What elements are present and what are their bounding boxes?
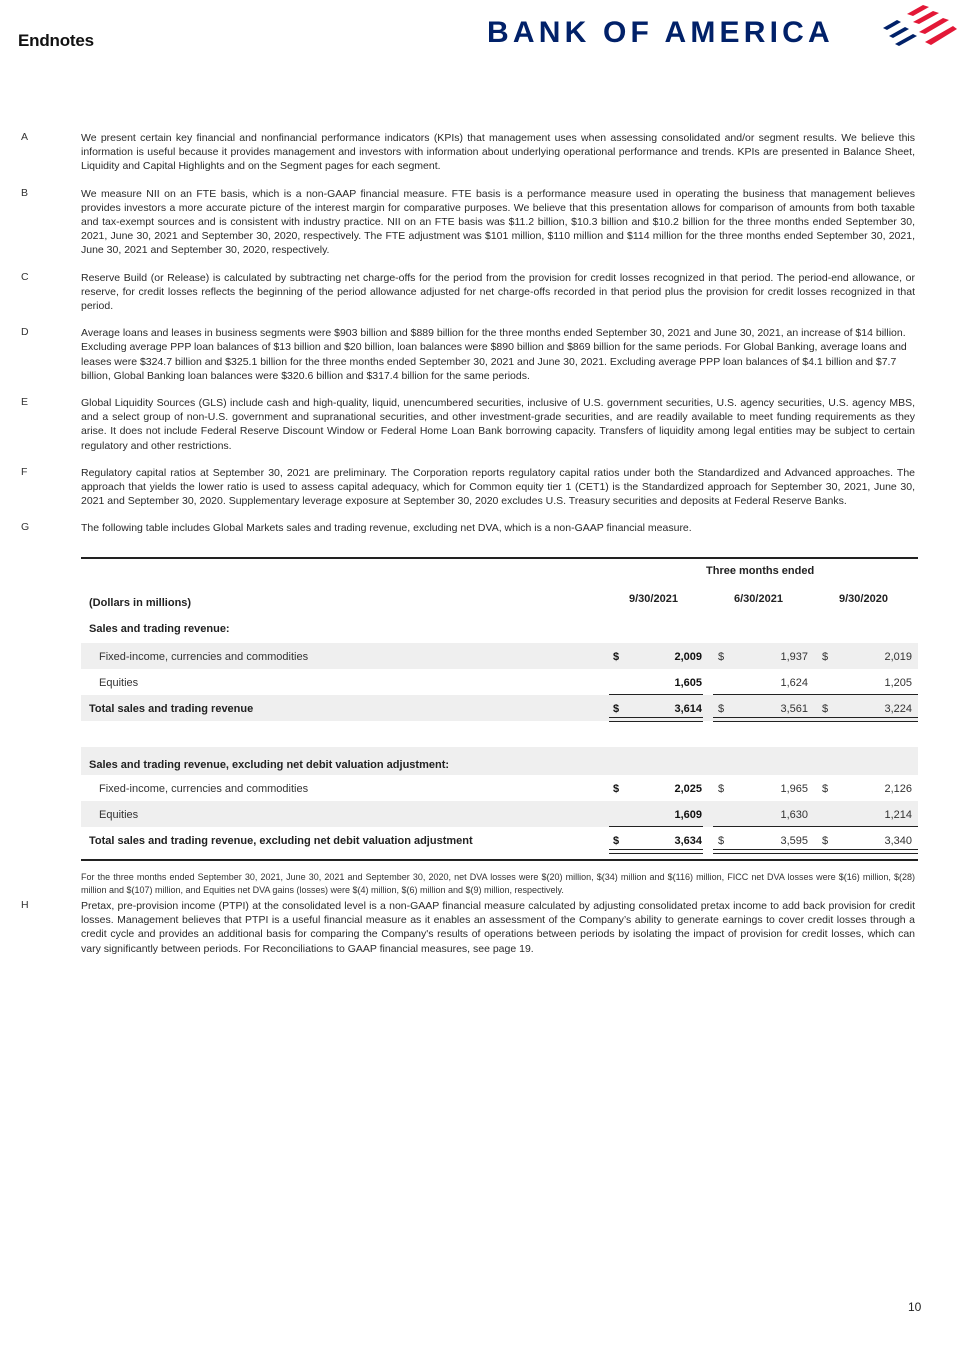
cell-value: 1,624: [780, 677, 808, 689]
cell-value: 3,595: [780, 835, 808, 847]
table-row: [81, 801, 918, 827]
note-letter: C: [21, 270, 29, 283]
page-title: Endnotes: [18, 31, 94, 50]
total-double-rule: [713, 717, 918, 722]
cell-value: 3,614: [674, 703, 702, 715]
currency-symbol: $: [613, 703, 620, 715]
currency-symbol: $: [613, 783, 620, 795]
note-letter: A: [21, 131, 29, 143]
cell-value: 2,019: [884, 651, 912, 663]
endnote-c: [0, 271, 971, 314]
cell-value: 1,965: [780, 783, 808, 795]
endnote-e: [0, 396, 971, 453]
bank-of-america-logo: [487, 2, 957, 52]
units-label: (Dollars in millions): [89, 597, 192, 609]
table-column-header-row: [81, 587, 918, 617]
endnotes-list: [0, 131, 971, 549]
section-header-row: [81, 747, 918, 775]
note-text: Regulatory capital ratios at September 30, 2021 are preliminary. The Corporation reports regulatory capital ratios under both the Standardized and Advanced approaches. The approach that yields the lower ratio is used to assess capital adequacy, which for Common equity tier 1 (CET1) is the Standardized approach for September 30, 2021, June 30, 2021 and September 30, 2020. Supplementary leverage exposure at September 30, 2020 excludes U.S. Treasury securities and deposits at Federal Reserve Banks.: [81, 466, 915, 508]
currency-symbol: $: [613, 835, 620, 847]
cell-value: 3,340: [884, 835, 912, 847]
note-letter: D: [21, 326, 29, 339]
note-letter: G: [21, 521, 30, 534]
total-double-rule: [713, 849, 918, 854]
sales-trading-table: [81, 557, 918, 897]
group-header-label: Three months ended: [706, 565, 815, 577]
column-header: 6/30/2021: [734, 593, 783, 605]
table-row: [81, 643, 918, 669]
currency-symbol: $: [822, 835, 829, 847]
note-letter: B: [21, 186, 29, 199]
currency-symbol: $: [822, 651, 829, 663]
cell-value: 1,214: [884, 809, 912, 821]
note-letter: F: [21, 465, 28, 478]
endnote-h: [0, 899, 971, 956]
section-header-row: [81, 617, 918, 643]
currency-symbol: $: [718, 703, 725, 715]
cell-value: 1,609: [674, 809, 702, 821]
note-letter: H: [21, 899, 29, 911]
column-header: 9/30/2020: [839, 593, 888, 605]
cell-value: 3,561: [780, 703, 808, 715]
currency-symbol: $: [718, 651, 725, 663]
section-title: Sales and trading revenue, excluding net debit valuation adjustment:: [89, 759, 450, 771]
row-label: Fixed-income, currencies and commodities: [99, 783, 309, 795]
cell-value: 1,630: [780, 809, 808, 821]
currency-symbol: $: [822, 783, 829, 795]
endnote-a: [0, 131, 971, 174]
cell-value: 1,205: [884, 677, 912, 689]
flag-icon: [879, 2, 959, 52]
note-text: Pretax, pre-provision income (PTPI) at the consolidated level is a non-GAAP financial measure calculated by adjusting consolidated pretax income to add back provision for credit losses. Management believes that PTPI is a useful financial measure as it enables an assessment of the Company’s ability to generate earnings to cover credit losses through a credit cycle and provides an additional basis for comparing the Company's results of operations between periods by isolating the impact of provision for credit losses, which can vary significantly between periods. For Reconciliations to GAAP financial measures, see page 19.: [81, 900, 915, 955]
note-text: Reserve Build (or Release) is calculated by subtracting net charge-offs for the period from the provision for credit losses recognized in that period. The period-end allowance, or reserve, for credit losses reflects the beginning of the period allowance adjusted for net charge-offs recorded in that period plus the provision for credit losses recognized in that period.: [81, 271, 915, 313]
page-number: 10: [908, 1300, 922, 1314]
cell-value: 1,937: [780, 651, 808, 663]
section-title: Sales and trading revenue:: [89, 623, 230, 635]
endnote-f: [0, 466, 971, 509]
row-label: Total sales and trading revenue, excluding net debit valuation adjustment: [89, 835, 473, 847]
column-header: 9/30/2021: [629, 593, 678, 605]
table-spacer: [81, 721, 918, 747]
note-letter: E: [21, 396, 29, 409]
note-text: The following table includes Global Markets sales and trading revenue, excluding net DVA, which is a non-GAAP financial measure.: [81, 522, 692, 535]
cell-value: 2,126: [884, 783, 912, 795]
table-row: [81, 775, 918, 801]
endnote-d: [0, 326, 971, 383]
table-total-row: [81, 827, 918, 853]
currency-symbol: $: [822, 703, 829, 715]
endnote-b: [0, 187, 971, 258]
cell-value: 1,605: [674, 677, 702, 689]
row-label: Fixed-income, currencies and commodities: [99, 651, 309, 663]
table-footnote: For the three months ended September 30, 2021, June 30, 2021 and September 30, 2020, net DVA losses were $(20) million, $(34) million and $(116) million, FICC net DVA losses were $(16) million, $(28) million and $(107) million, and Equities net DVA gains (losses) were $(4) million, $(6) million and $(9) million, respectively.: [81, 872, 915, 895]
cell-value: 3,224: [884, 703, 912, 715]
note-text: Global Liquidity Sources (GLS) include cash and high-quality, liquid, unencumbered securities, inclusive of U.S. government securities, U.S. agency securities, U.S. agency MBS, and a select group of non-U.S. government and supranational securities, and other investment-grade securities, and are readily available to meet funding requirements as they arise. It does not include Federal Reserve Discount Window or Federal Home Loan Bank borrowing capacity. Transfers of liquidity among legal entities may be subject to certain regulatory and other restrictions.: [81, 397, 915, 452]
row-label: Equities: [99, 677, 139, 689]
note-text: We measure NII on an FTE basis, which is a non-GAAP financial measure. FTE basis is a performance measure used in operating the business that management believes provides investors a more accurate picture of the interest margin for comparative purposes. We believe that this presentation allows for comparison of amounts from both taxable and tax-exempt sources and is consistent with industry practice. NII on an FTE basis was $11.2 billion, $10.3 billion and $10.2 billion for the three months ended September 30, 2021, June 30, 2021 and September 30, 2020, respectively. The FTE adjustment was $101 million, $110 million and $114 million for the three months ended September 30, 2021, June 30, 2021 and September 30, 2020, respectively.: [81, 187, 915, 257]
cell-value: 2,009: [674, 651, 702, 663]
row-label: Total sales and trading revenue: [89, 703, 254, 715]
table-group-header: [81, 559, 918, 587]
table-total-row: [81, 695, 918, 721]
row-label: Equities: [99, 809, 139, 821]
cell-value: 2,025: [674, 783, 702, 795]
cell-value: 3,634: [674, 835, 702, 847]
note-text: Average loans and leases in business segments were $903 billion and $889 billion for the three months ended September 30, 2021 and June 30, 2021, an increase of $14 billion. Excluding average PPP loan balances of $13 billion and $20 billion, loan balances were $890 billion and $869 billion for the same periods. For Global Banking, average loans and leases were $324.7 billion and $325.1 billion for the three months ended September 30, 2021 and June 30, 2021. Excluding average PPP loan balances of $4.1 billion and $7.7 billion, Global Banking loan balances were $320.6 billion and $317.4 billion for the same periods.: [81, 327, 907, 382]
total-double-rule: [609, 849, 703, 854]
logo-wordmark: BANK OF AMERICA: [487, 16, 834, 49]
currency-symbol: $: [718, 835, 725, 847]
currency-symbol: $: [613, 651, 620, 663]
table-row: [81, 669, 918, 695]
table-bottom-rule: [81, 859, 918, 861]
total-double-rule: [609, 717, 703, 722]
note-text: We present certain key financial and nonfinancial performance indicators (KPIs) that management uses when assessing consolidated and/or segment results. We believe this information is useful because it provides management and investors with information about underlying operational performance and trends. KPIs are presented in Balance Sheet, Liquidity and Capital Highlights and on the Segment pages for each segment.: [81, 132, 915, 173]
currency-symbol: $: [718, 783, 725, 795]
endnote-g: [0, 521, 971, 535]
